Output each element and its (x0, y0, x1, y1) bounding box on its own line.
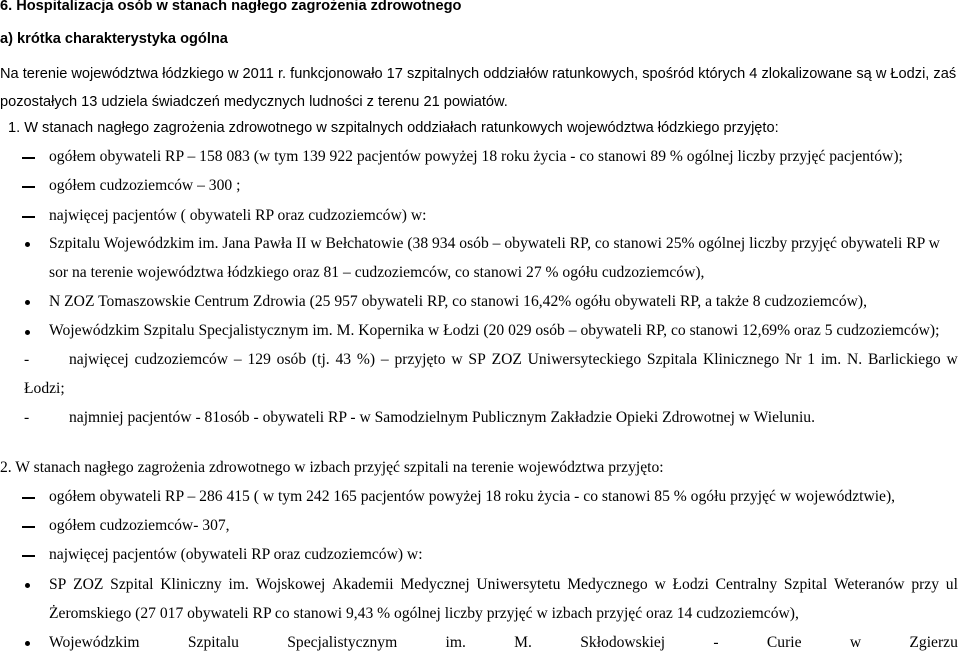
justified-word: im. (445, 634, 466, 651)
list-item-most-patients-2: najwięcej pacjentów (obywateli RP oraz cudzoziemców) w: (49, 546, 423, 563)
justified-word: (tj. (311, 351, 330, 368)
bullet-belchatow-line-1: Szpitalu Wojewódzkim im. Jana Pawła II w Bełchatowie (38 934 osób – obywateli RP, co stanowi 25% ogólnej liczby przyjęć obywateli RP w (49, 235, 940, 252)
justified-word: Szpitala (646, 351, 698, 368)
bullet-marker (25, 300, 30, 305)
justified-word: im. (228, 576, 249, 593)
justified-word: najwięcej (69, 351, 129, 368)
dash-marker (22, 555, 35, 557)
justified-word: Weteranów (833, 576, 905, 593)
hyphen-marker: - (24, 409, 30, 426)
justified-word: %) (356, 351, 376, 368)
justified-word: Medycznego (567, 576, 648, 593)
dash-marker (22, 526, 35, 528)
justified-word: ZOZ (73, 576, 104, 593)
justified-word: przyjęto (394, 351, 446, 368)
bullet-belchatow-line-2: sor na terenie województwa łódzkiego oraz 81 – cudzoziemców, co stanowi 27 % ogółu cudzoziemców), (49, 264, 705, 281)
subsection-heading: a) krótka charakterystyka ogólna (0, 31, 228, 47)
justified-word: cudzoziemców (134, 351, 229, 368)
intro-line-2: pozostałych 13 udziela świadczeń medycznych ludności z terenu 21 powiatów. (0, 94, 508, 110)
justified-word: Wojewódzkim (49, 634, 140, 651)
justified-word: Centralny (715, 576, 778, 593)
justified-word: M. (514, 634, 532, 651)
justified-word: – (380, 351, 389, 368)
justified-word: Klinicznego (702, 351, 780, 368)
intro-line-1: Na terenie województwa łódzkiego w 2011 r. funkcjonowało 17 szpitalnych oddziałów ratunkowych, spośród których 4 zlokalizowane są w Łodzi, zaś (0, 66, 957, 82)
justified-word: Łodzi (672, 576, 709, 593)
justified-word: 1 (807, 351, 816, 368)
justified-word: Szpitalu (187, 634, 239, 651)
hyphen-marker: - (24, 351, 30, 368)
hyphen-item-most-foreigners (69, 351, 958, 369)
justified-word: - (713, 634, 719, 651)
justified-word: SP (468, 351, 486, 368)
justified-word: Nr (784, 351, 802, 368)
justified-word: osób (276, 351, 307, 368)
list-item-foreigners-total-2: ogółem cudzoziemców- 307, (49, 517, 230, 534)
bullet-marker (25, 242, 30, 247)
bullet-zgierz (49, 634, 958, 652)
bullet-marker (25, 583, 30, 588)
justified-word: Barlickiego (867, 351, 941, 368)
justified-word: Specjalistycznym (287, 634, 398, 651)
justified-word: w (946, 351, 958, 368)
hyphen-item-most-foreigners-cont: Łodzi; (24, 380, 65, 397)
justified-word: Wojskowej (255, 576, 326, 593)
justified-word: w (849, 634, 862, 651)
justified-word: Uniwersyteckiego (527, 351, 642, 368)
justified-word: Kliniczny (160, 576, 222, 593)
bullet-marker (25, 330, 30, 335)
justified-word: ZOZ (491, 351, 522, 368)
justified-word: przy (911, 576, 940, 593)
bullet-marker (25, 641, 30, 646)
bullet-military-hospital-line-1 (49, 576, 958, 594)
justified-word: – (233, 351, 242, 368)
dash-marker (22, 216, 35, 218)
bullet-military-hospital-line-2: Żeromskiego (27 017 obywateli RP co stanowi 9,43 % ogólnej liczby przyjęć w izbach przyjęć oraz 14 cudzoziemców), (49, 605, 799, 622)
list-item-most-patients: najwięcej pacjentów ( obywateli RP oraz cudzoziemców) w: (49, 207, 427, 224)
justified-word: Curie (766, 634, 802, 651)
justified-word: ul (945, 576, 958, 593)
paragraph-2-lead: 2. W stanach nagłego zagrożenia zdrowotnego w izbach przyjęć szpitali na terenie województwa przyjęto: (0, 459, 664, 476)
justified-word: w (451, 351, 463, 368)
list-item-citizens-total: ogółem obywateli RP – 158 083 (w tym 139 922 pacjentów powyżej 18 roku życia - co stanowi 89 % ogólnej liczby przyjęć pacjentów); (49, 148, 903, 165)
bullet-tomaszow: N ZOZ Tomaszowskie Centrum Zdrowia (25 957 obywateli RP, co stanowi 16,42% ogółu obywateli RP, a także 8 cudzoziemców), (49, 293, 867, 310)
justified-word: Akademii (332, 576, 394, 593)
hyphen-item-least-patients: najmniej pacjentów - 81osób - obywateli RP - w Samodzielnym Publicznym Zakładzie Opieki Zdrowotnej w Wieluniu. (69, 409, 815, 426)
justified-word: Szpital (783, 576, 828, 593)
section-heading: 6. Hospitalizacja osób w stanach nagłego zagrożenia zdrowotnego (0, 0, 462, 14)
justified-word: 43 (335, 351, 352, 368)
justified-word: Szpital (110, 576, 154, 593)
bullet-kopernik: Wojewódzkim Szpitalu Specjalistycznym im. M. Kopernika w Łodzi (20 029 osób – obywateli RP, co stanowi 12,69% oraz 5 cudzoziemców); (49, 322, 940, 339)
list-item-foreigners-total: ogółem cudzoziemców – 300 ; (49, 177, 241, 194)
justified-word: Uniwersytetu (476, 576, 561, 593)
justified-word: 129 (247, 351, 271, 368)
justified-word: Zgierzu (909, 634, 958, 651)
justified-word: SP (49, 576, 67, 593)
justified-word: Skłodowskiej (580, 634, 666, 651)
justified-word: N. (847, 351, 863, 368)
justified-word: w (654, 576, 666, 593)
dash-marker (22, 157, 35, 159)
dash-marker (22, 186, 35, 188)
justified-word: im. (820, 351, 842, 368)
list-item-citizens-total-2: ogółem obywateli RP – 286 415 ( w tym 242 165 pacjentów powyżej 18 roku życia - co stanowi 85 % ogółu przyjęć w województwie), (49, 488, 896, 505)
dash-marker (22, 497, 35, 499)
paragraph-1-lead: 1. W stanach nagłego zagrożenia zdrowotnego w szpitalnych oddziałach ratunkowych województwa łódzkiego przyjęto: (8, 120, 779, 136)
justified-word: Medycznej (400, 576, 470, 593)
